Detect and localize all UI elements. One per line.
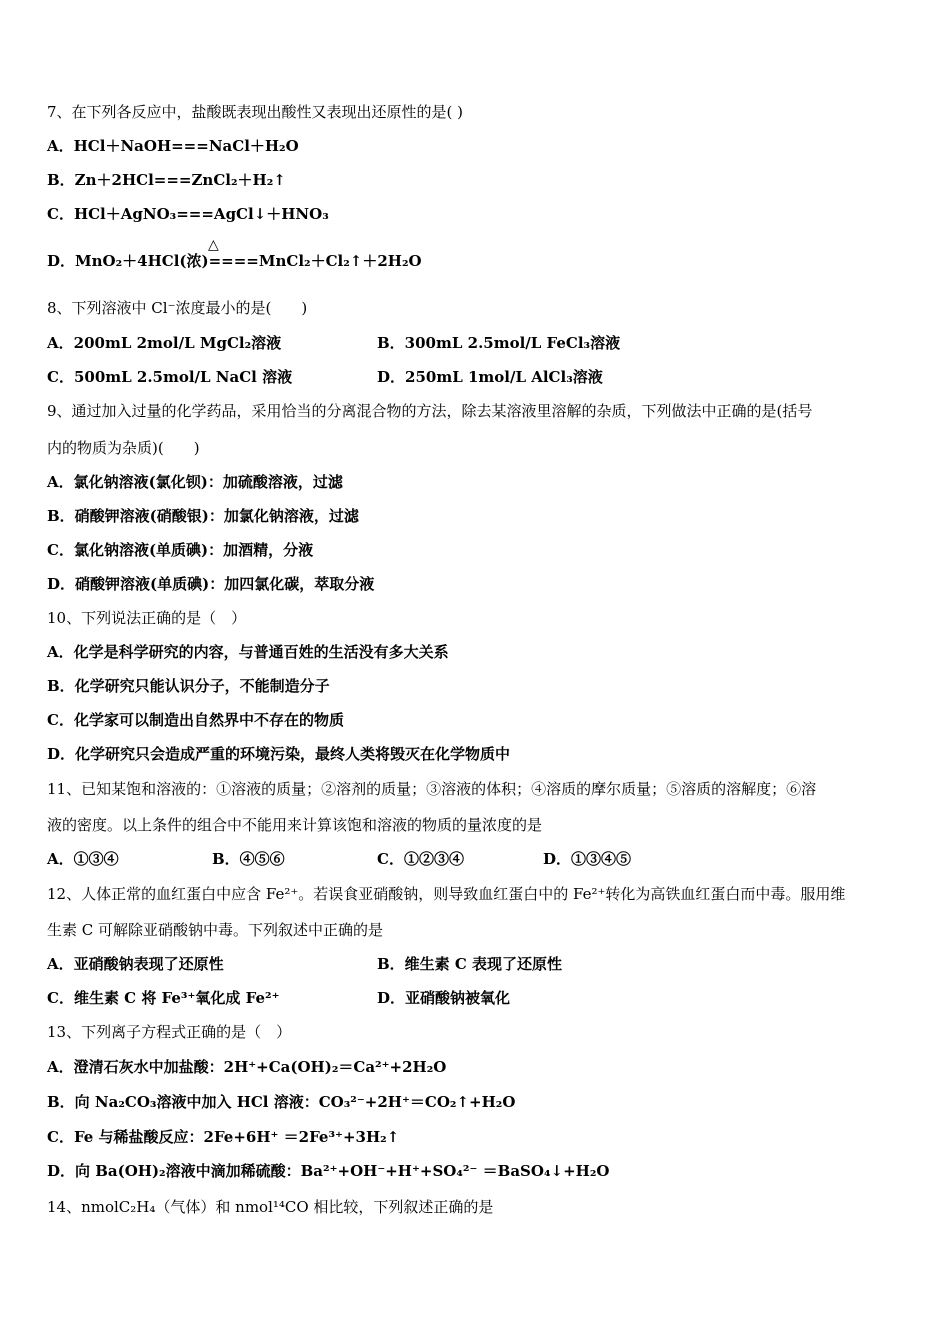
- question-9-option-a: A．氯化钠溶液(氯化钡)：加硫酸溶液，过滤: [47, 473, 343, 491]
- question-11-option-d: D．①③④⑤: [543, 850, 632, 868]
- question-11-option-c: C．①②③④: [377, 850, 464, 868]
- question-10-option-c: C．化学家可以制造出自然界中不存在的物质: [47, 711, 344, 729]
- question-11-option-a: A．①③④: [47, 850, 119, 868]
- question-7-option-b: B．Zn＋2HCl===ZnCl₂＋H₂↑: [47, 171, 286, 189]
- question-7-option-a: A．HCl＋NaOH===NaCl＋H₂O: [47, 137, 299, 155]
- question-11-option-b: B．④⑤⑥: [212, 850, 285, 868]
- question-9-stem-line2: 内的物质为杂质)( ): [47, 439, 200, 457]
- question-12-option-d: D．亚硝酸钠被氧化: [377, 989, 511, 1007]
- question-8-option-d: D．250mL 1mol/L AlCl₃溶液: [377, 368, 603, 386]
- question-9-option-d: D．硝酸钾溶液(单质碘)：加四氯化碳，萃取分液: [47, 575, 375, 593]
- question-13-stem: 13、下列离子方程式正确的是（ ）: [47, 1023, 292, 1041]
- question-9-stem-line1: 9、通过加入过量的化学药品，采用恰当的分离混合物的方法，除去某溶液里溶解的杂质，下列做法中正确的是(括号: [47, 402, 813, 420]
- question-10-stem: 10、下列说法正确的是（ ）: [47, 609, 247, 627]
- question-8-stem: 8、下列溶液中 Cl⁻浓度最小的是( ): [47, 299, 308, 317]
- question-11-stem-line2: 液的密度。以上条件的组合中不能用来计算该饱和溶液的物质的量浓度的是: [47, 816, 543, 834]
- question-9-option-c: C．氯化钠溶液(单质碘)：加酒精，分液: [47, 541, 314, 559]
- question-14-stem: 14、nmolC₂H₄（气体）和 nmol¹⁴CO 相比较，下列叙述正确的是: [47, 1198, 494, 1216]
- question-13-option-b: B．向 Na₂CO₃溶液中加入 HCl 溶液：CO₃²⁻+2H⁺＝CO₂↑+H₂O: [47, 1093, 516, 1111]
- question-10-option-a: A．化学是科学研究的内容，与普通百姓的生活没有多大关系: [47, 643, 449, 661]
- question-7-stem: 7、在下列各反应中，盐酸既表现出酸性又表现出还原性的是( ): [47, 103, 464, 121]
- question-12-option-b: B．维生素 C 表现了还原性: [377, 955, 563, 973]
- question-13-option-c: C．Fe 与稀盐酸反应：2Fe+6H⁺ ＝2Fe³⁺+3H₂↑: [47, 1128, 400, 1146]
- heat-triangle-symbol: △: [208, 237, 219, 253]
- question-7-option-c: C．HCl＋AgNO₃===AgCl↓＋HNO₃: [47, 205, 329, 223]
- question-13-option-a: A．澄清石灰水中加盐酸：2H⁺+Ca(OH)₂＝Ca²⁺+2H₂O: [47, 1058, 447, 1076]
- question-13-option-d: D．向 Ba(OH)₂溶液中滴加稀硫酸：Ba²⁺+OH⁻+H⁺+SO₄²⁻ ＝BaSO₄↓+H₂O: [47, 1162, 610, 1180]
- question-12-option-a: A．亚硝酸钠表现了还原性: [47, 955, 224, 973]
- question-8-option-c: C．500mL 2.5mol/L NaCl 溶液: [47, 368, 293, 386]
- question-8-option-b: B．300mL 2.5mol/L FeCl₃溶液: [377, 334, 621, 352]
- question-12-stem-line1: 12、人体正常的血红蛋白中应含 Fe²⁺。若误食亚硝酸钠，则导致血红蛋白中的 Fe²⁺转化为高铁血红蛋白而中毒。服用维: [47, 885, 846, 903]
- question-12-stem-line2: 生素 C 可解除亚硝酸钠中毒。下列叙述中正确的是: [47, 921, 384, 939]
- question-9-option-b: B．硝酸钾溶液(硝酸银)：加氯化钠溶液，过滤: [47, 507, 359, 525]
- question-10-option-b: B．化学研究只能认识分子，不能制造分子: [47, 677, 330, 695]
- question-11-stem-line1: 11、已知某饱和溶液的：①溶液的质量；②溶剂的质量；③溶液的体积；④溶质的摩尔质量；⑤溶质的溶解度；⑥溶: [47, 780, 817, 798]
- question-8-option-a: A．200mL 2mol/L MgCl₂溶液: [47, 334, 282, 352]
- question-10-option-d: D．化学研究只会造成严重的环境污染，最终人类将毁灭在化学物质中: [47, 745, 511, 763]
- question-7-option-d: D．MnO₂＋4HCl(浓)====MnCl₂＋Cl₂↑＋2H₂O: [47, 252, 422, 270]
- question-12-option-c: C．维生素 C 将 Fe³⁺氧化成 Fe²⁺: [47, 989, 280, 1007]
